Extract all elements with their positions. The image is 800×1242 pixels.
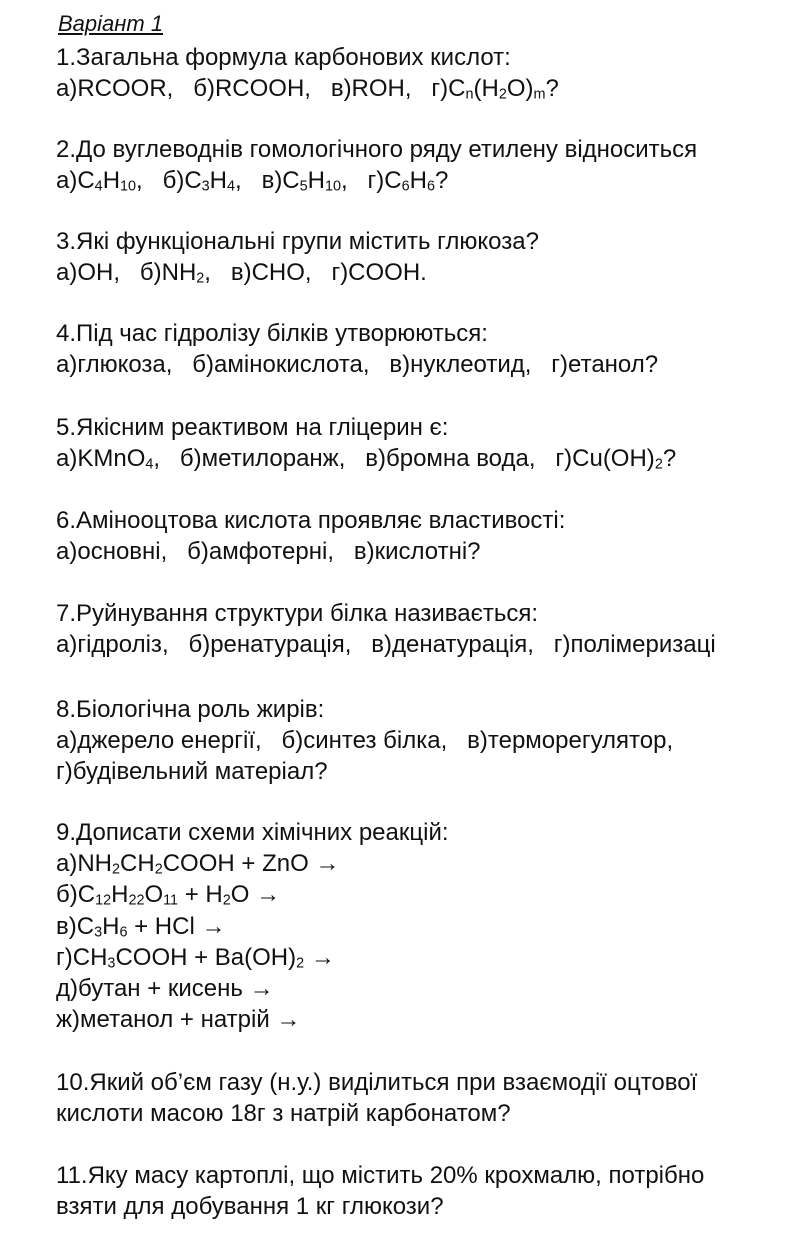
question-1-text: 1.Загальна формула карбонових кислот: — [56, 44, 511, 71]
question-3 — [56, 226, 539, 288]
question-4 — [56, 318, 658, 380]
option-b: б)RCOOH, — [193, 75, 311, 103]
option-a: а)джерело енергії, — [56, 727, 262, 755]
question-10 — [56, 1067, 697, 1129]
reaction-f: ж)метанол + натрій → — [56, 1006, 301, 1034]
question-1 — [56, 42, 559, 104]
option-c: в)денатурація, — [371, 631, 534, 659]
option-a: а)глюкоза, — [56, 351, 173, 379]
question-6 — [56, 505, 565, 567]
option-d: г)полімеризаці — [553, 631, 716, 659]
question-2 — [56, 134, 697, 196]
question-8-text: 8.Біологічна роль жирів: — [56, 696, 325, 723]
option-b: б)амінокислота, — [192, 351, 370, 379]
question-11-line-2: взяти для добування 1 кг глюкози? — [56, 1193, 444, 1221]
option-b: б)амфотерні, — [187, 538, 334, 566]
option-a: а)гідроліз, — [56, 631, 169, 659]
question-11-line-1: 11.Яку масу картоплі, що містить 20% крохмалю, потрібно — [56, 1162, 705, 1189]
option-c: в)терморегулятор, — [467, 727, 674, 755]
question-6-text: 6.Аміноoцтова кислота проявляє властивості: — [56, 507, 566, 534]
option-a: а)OH, — [56, 259, 121, 287]
option-b: б)ренатурація, — [188, 631, 352, 659]
option-a: а)KMnO$_4$, — [56, 445, 161, 473]
question-3-text: 3.Які функціональні групи містить глюкоза? — [56, 228, 539, 255]
question-1-options — [56, 73, 559, 104]
reaction-a: $а)NH_2CH_2COOH$ + ZnO → — [56, 850, 340, 878]
question-11 — [56, 1160, 704, 1222]
question-10-line-2: кислоти масою 18г з натрій карбонатом? — [56, 1100, 511, 1128]
reaction-d: $г)CH_3COOH + Ba(OH)_2$ → — [56, 943, 335, 972]
question-4-text: 4.Під час гідролізу білків утворюються: — [56, 320, 488, 347]
option-a: $а)C_4H_{10}$, — [56, 167, 143, 195]
question-9-text: 9.Дописати схеми хімічних реакцій: — [56, 819, 449, 846]
question-5-text: 5.Якісним реактивом на гліцерин є: — [56, 414, 449, 441]
option-a: а)RCOOR, — [56, 75, 174, 103]
option-a: а)основні, — [56, 538, 168, 566]
question-2-options — [56, 165, 697, 196]
reaction-e: д)бутан + кисень → — [56, 975, 274, 1003]
question-9 — [56, 817, 449, 1035]
question-8-options-continued — [56, 756, 673, 787]
variant-title: Варіант 1 — [58, 11, 164, 36]
option-d: г)будівельний матеріал? — [56, 758, 328, 786]
option-d: г)COOH. — [331, 259, 427, 287]
question-10-line-1: 10.Який об’єм газу (н.у.) виділиться при взаємодії оцтової — [56, 1069, 698, 1096]
question-7 — [56, 598, 716, 660]
option-d: $г)C_n(H_2O)_m$? — [431, 75, 559, 103]
option-b: $б)NH_2$, — [139, 259, 211, 287]
question-8-options — [56, 725, 673, 756]
option-c: в)CHO, — [230, 259, 312, 287]
option-c: в)кислотні? — [353, 538, 481, 566]
option-c: $в)C_5H_{10}$, — [261, 167, 348, 195]
question-5 — [56, 412, 676, 474]
question-2-text: 2.До вуглеводнів гомологічного ряду етилену відноситься — [56, 136, 698, 163]
option-b: б)синтез білка, — [281, 727, 448, 755]
option-c: в)ROH, — [330, 75, 412, 103]
option-b: б)метилоранж, — [179, 445, 346, 473]
question-4-options — [56, 349, 658, 380]
question-5-options — [56, 443, 676, 474]
reaction-b: $б)C_{12}H_{22}O_{11} + H_2O$ → — [56, 881, 281, 909]
option-d: г)етанол? — [551, 351, 659, 379]
option-d: $г)C_6H_6$? — [367, 167, 449, 195]
reaction-c: $в)C_3H_6$ + HCl → — [56, 912, 226, 941]
option-c: в)бромна вода, — [365, 445, 536, 473]
question-3-options — [56, 257, 539, 288]
worksheet — [56, 0, 800, 1242]
question-7-text: 7.Руйнування структури білка називається: — [56, 600, 539, 627]
option-c: в)нуклеотид, — [389, 351, 532, 379]
option-d: $г)Cu(OH)_2$? — [555, 445, 677, 473]
question-8 — [56, 694, 673, 788]
question-6-options — [56, 536, 565, 567]
question-7-options — [56, 629, 716, 660]
option-b: $б)C_3H_4$, — [162, 167, 242, 195]
